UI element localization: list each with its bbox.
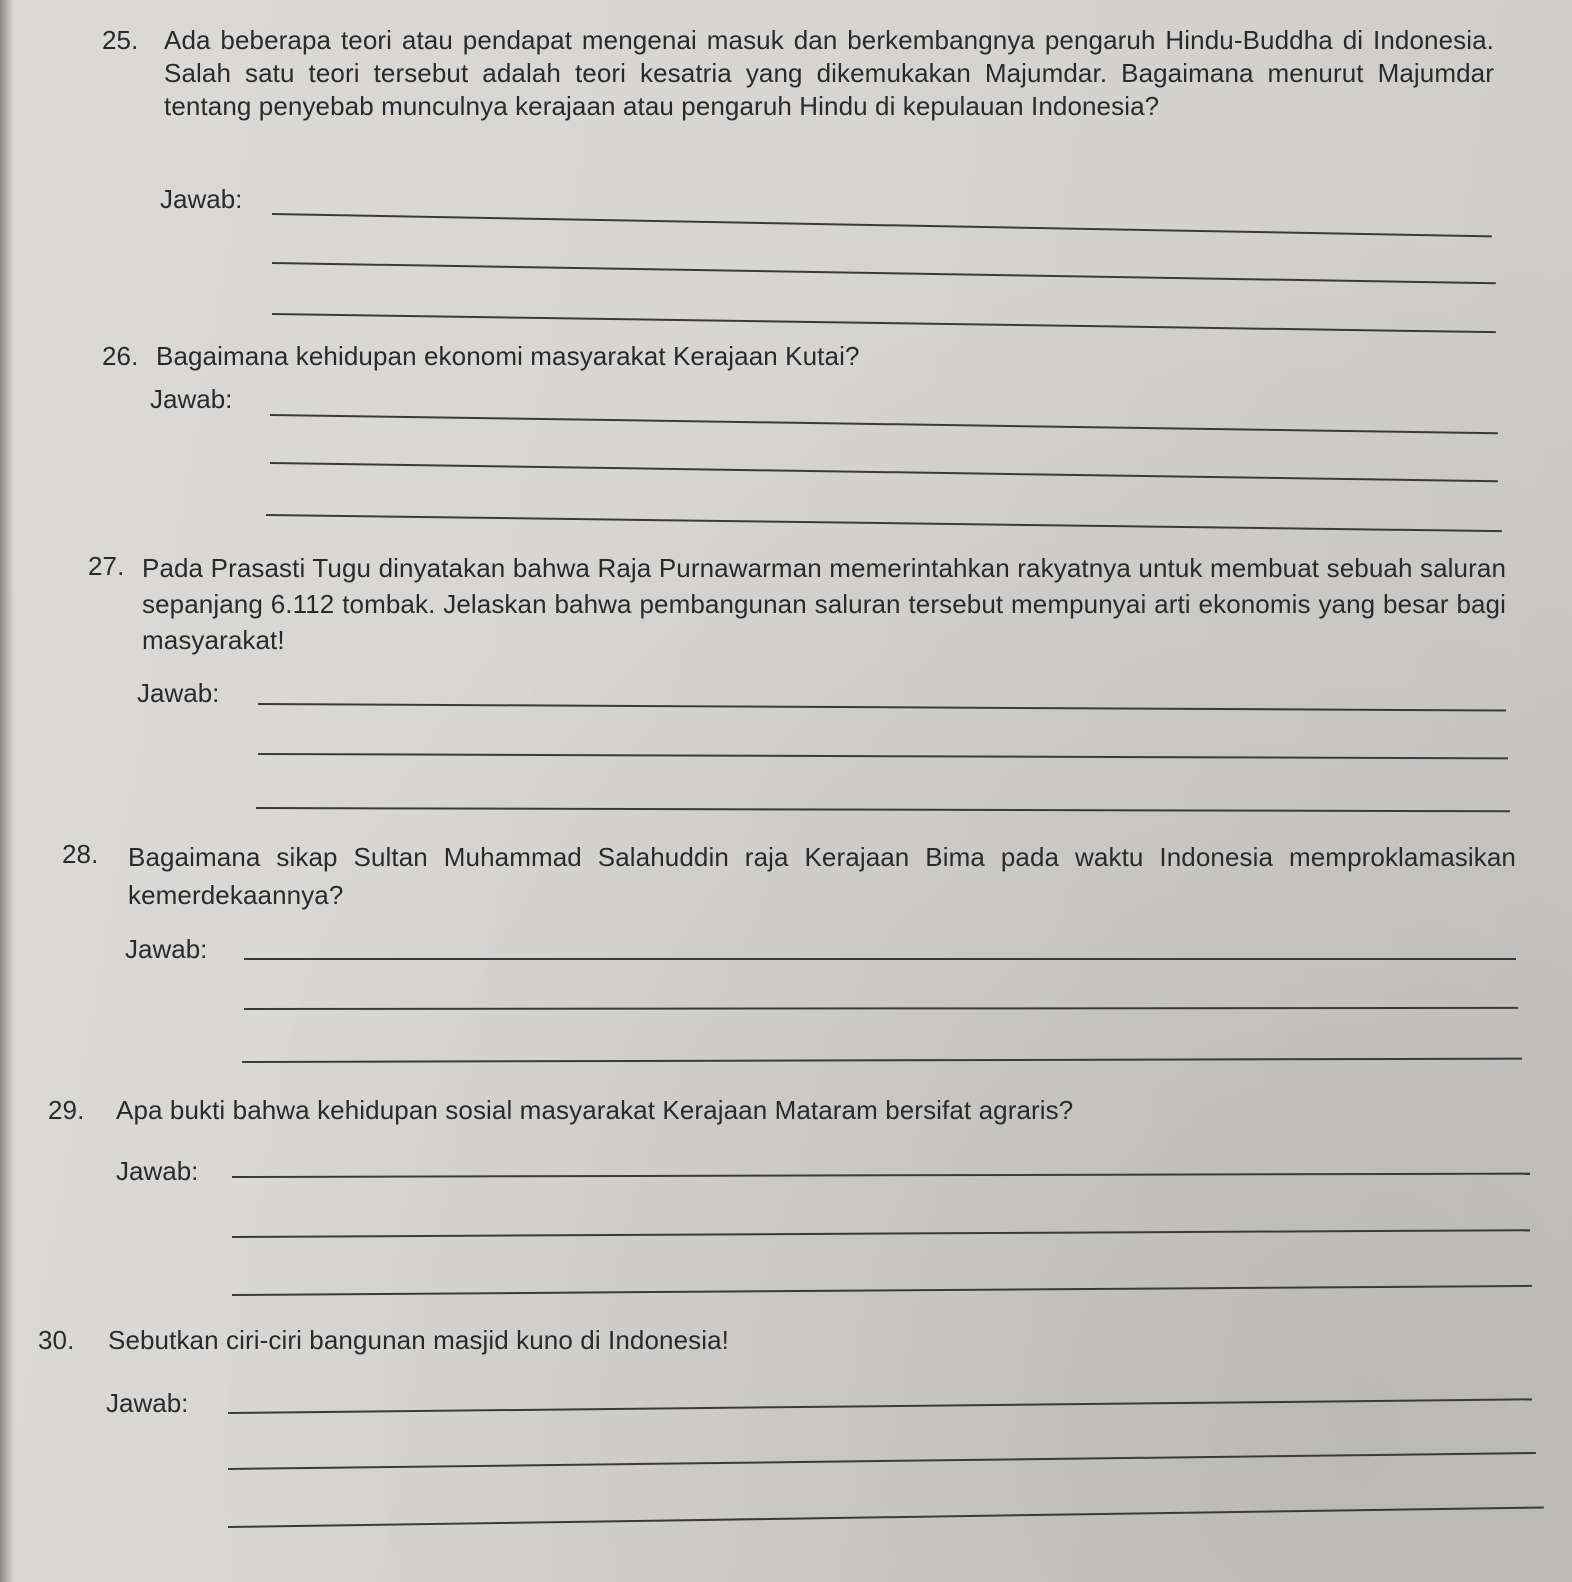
answer-line[interactable]: [272, 213, 1492, 237]
answer-line[interactable]: [270, 414, 1498, 434]
question-30: [38, 1324, 1518, 1357]
answer-label: Jawab:: [137, 678, 220, 708]
question-number: 30.: [38, 1325, 75, 1355]
question-number: 25.: [102, 25, 139, 55]
question-28: [62, 838, 1516, 914]
answer-line[interactable]: [272, 262, 1496, 284]
question-text: Pada Prasasti Tugu dinyatakan bahwa Raja Purnawarman memerintahkan rakyatnya untuk membuat sebuah saluran sepanjang 6.112 tombak. Jelaskan bahwa pembangunan saluran tersebut mempunyai arti ekonomis yang besar bagi masyarakat!: [142, 553, 1506, 655]
answer-label: Jawab:: [116, 1156, 199, 1186]
question-number: 29.: [48, 1095, 85, 1125]
question-25: [102, 24, 1494, 123]
question-27: [88, 550, 1506, 658]
answer-label: Jawab:: [160, 184, 243, 214]
answer-line[interactable]: [228, 1506, 1544, 1528]
answer-line[interactable]: [266, 514, 1502, 532]
answer-line[interactable]: [228, 1452, 1536, 1470]
answer-line[interactable]: [258, 753, 1508, 759]
question-26: [102, 340, 1502, 373]
question-29: [48, 1094, 1518, 1127]
question-text: Bagaimana sikap Sultan Muhammad Salahuddin raja Kerajaan Bima pada waktu Indonesia memproklamasikan kemerdekaannya?: [128, 842, 1516, 910]
question-number: 28.: [62, 839, 99, 869]
answer-line[interactable]: [256, 807, 1510, 812]
question-text: Apa bukti bahwa kehidupan sosial masyarakat Kerajaan Mataram bersifat agraris?: [116, 1095, 1074, 1125]
answer-line[interactable]: [270, 462, 1498, 482]
answer-line[interactable]: [242, 1058, 1522, 1063]
question-number: 27.: [88, 551, 125, 581]
page-binding-edge: [0, 0, 14, 1582]
answer-line[interactable]: [232, 1229, 1530, 1238]
answer-line[interactable]: [244, 958, 1516, 960]
answer-line[interactable]: [232, 1285, 1532, 1296]
question-text: Bagaimana kehidupan ekonomi masyarakat Kerajaan Kutai?: [156, 341, 860, 371]
question-text: Ada beberapa teori atau pendapat mengenai masuk dan berkembangnya pengaruh Hindu-Buddha di Indonesia. Salah satu teori tersebut adalah teori kesatria yang dikemukakan Majumdar. Bagaimana menurut Majumdar tentang penyebab munculnya kerajaan atau pengaruh Hindu di kepulauan Indonesia?: [164, 25, 1494, 121]
answer-line[interactable]: [232, 1173, 1530, 1178]
question-text: Sebutkan ciri-ciri bangunan masjid kuno di Indonesia!: [108, 1325, 729, 1355]
answer-line[interactable]: [244, 1007, 1518, 1010]
answer-line[interactable]: [272, 313, 1496, 333]
answer-label: Jawab:: [150, 384, 233, 414]
answer-label: Jawab:: [125, 934, 208, 964]
answer-line[interactable]: [228, 1398, 1532, 1414]
answer-line[interactable]: [258, 703, 1506, 712]
question-number: 26.: [102, 341, 139, 371]
answer-label: Jawab:: [106, 1388, 189, 1418]
